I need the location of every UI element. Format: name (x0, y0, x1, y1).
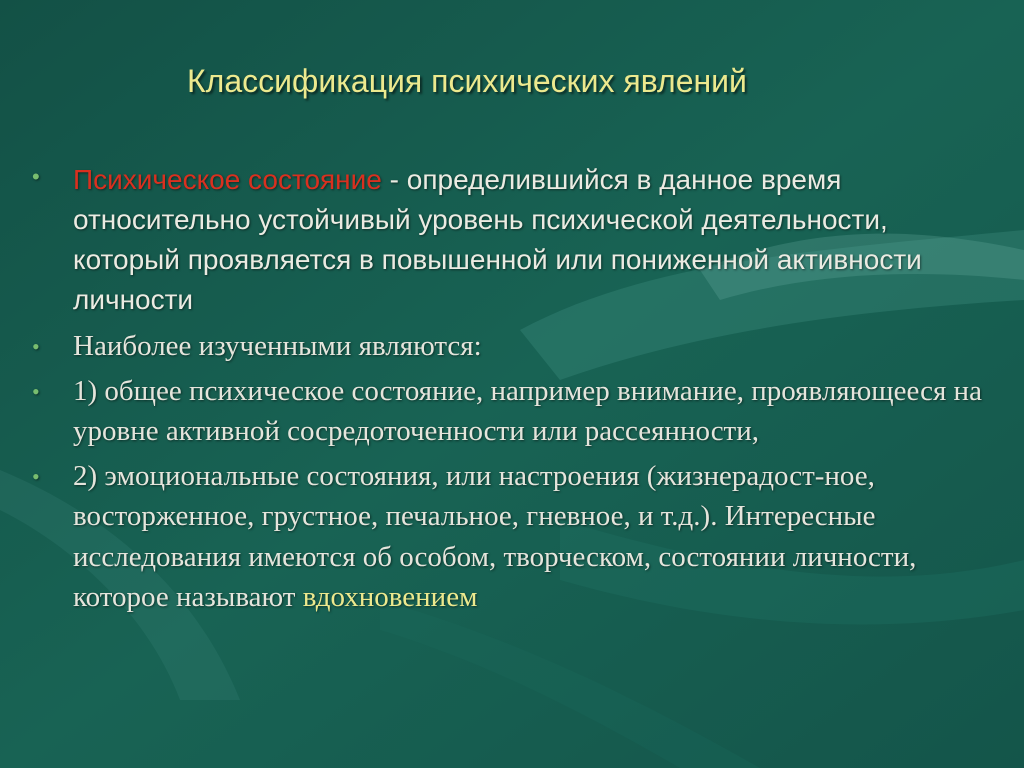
bullet-item-most-studied (32, 326, 1002, 367)
emotional-states-text: 2) эмоциональные состояния, или настроения (жизнерадост-ное, восторженное, грустное, печальное, гневное, и т.д.). Интересные исследования имеются об особом, творческом, состоянии личности, которое называют (73, 459, 917, 613)
slide-title: Классификация психических явлений (187, 63, 747, 99)
general-state-text: 1) общее психическое состояние, например внимание, проявляющееся на уровне активной сосредоточенности или рассеянности, (73, 374, 982, 447)
bullet-dot-icon: • (32, 378, 40, 404)
term-inspiration: вдохновением (302, 581, 478, 613)
bullet-item-definition (32, 160, 1002, 320)
bullet-dot-icon: • (32, 164, 40, 189)
bullet-item-general-state (32, 371, 1002, 452)
definition-text: - определившийся в данное время относительно устойчивый уровень психической деятельности, который проявляется в повышенной или пониженной активности личности (73, 164, 922, 315)
bullet-list (32, 160, 1002, 618)
term-psychic-state: Психическое состояние (73, 164, 382, 195)
bullet-item-emotional-states (32, 456, 1002, 618)
bullet-dot-icon: • (32, 334, 40, 359)
most-studied-text: Наиболее изученными являются: (73, 330, 482, 362)
bullet-dot-icon: • (32, 463, 40, 489)
